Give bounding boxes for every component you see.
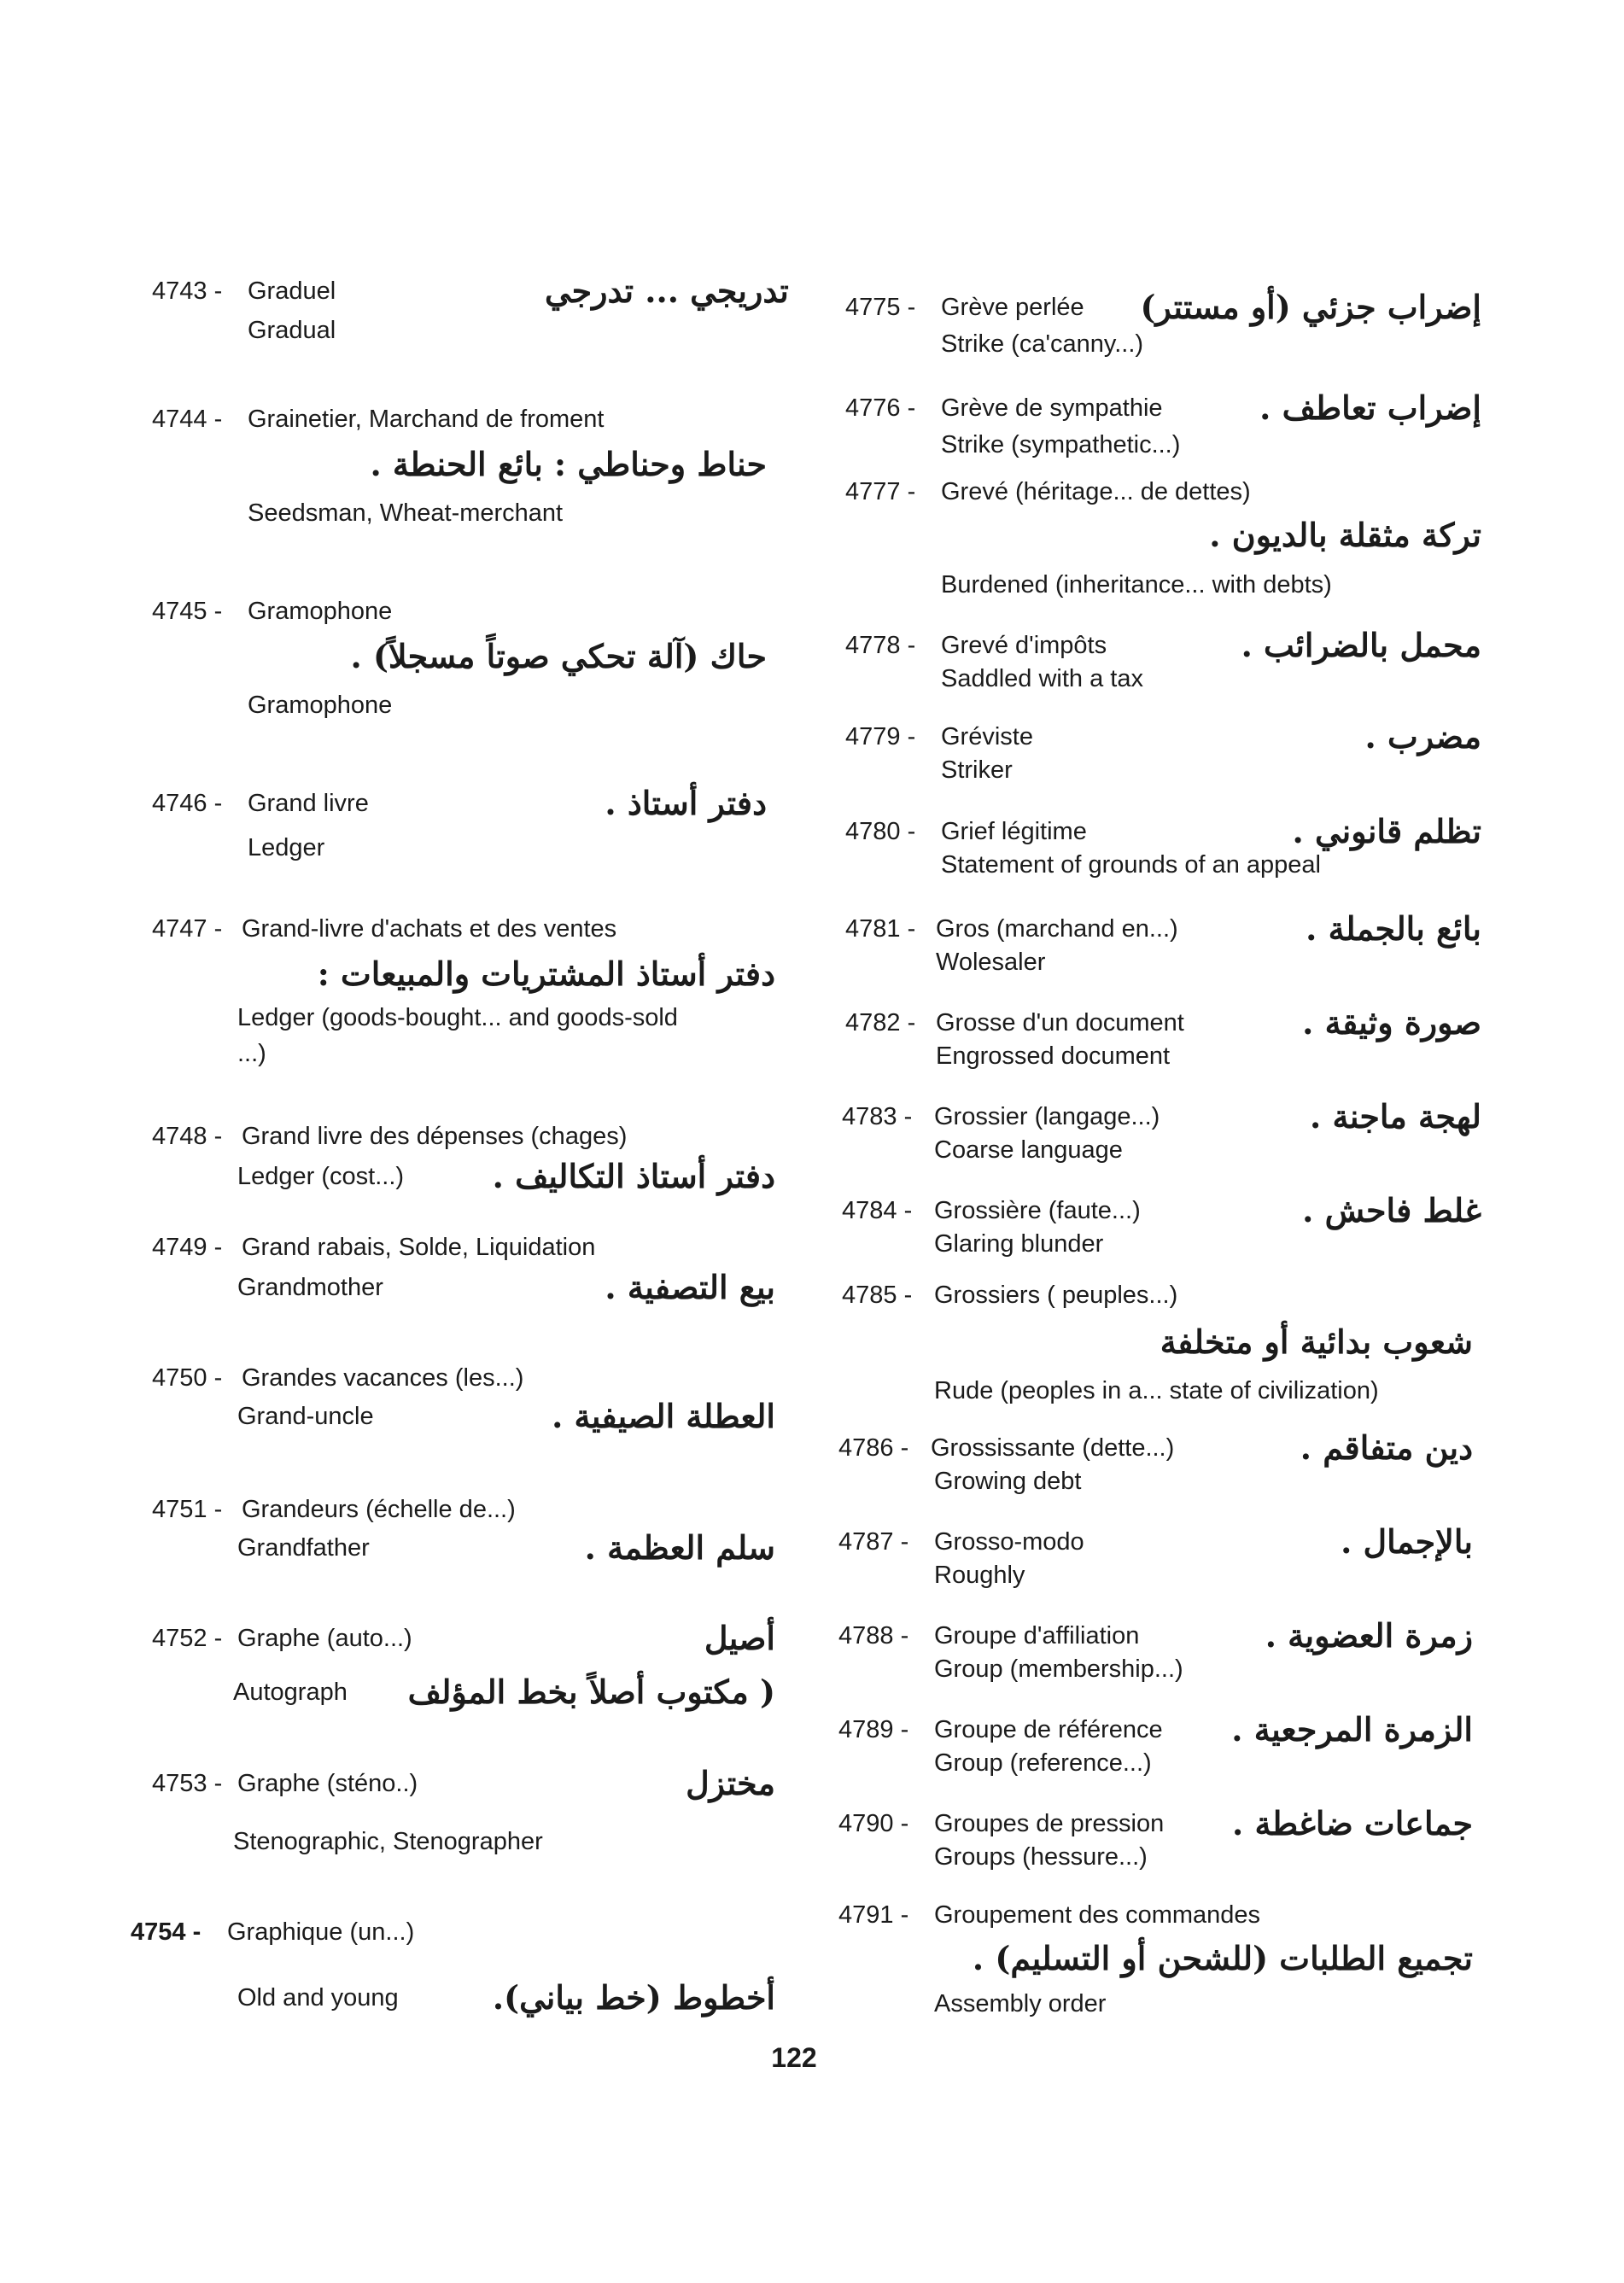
english-term: Wolesaler	[936, 949, 1046, 976]
french-term: Grossiers ( peuples...)	[934, 1282, 1178, 1309]
english-term: Ledger (cost...)	[237, 1163, 405, 1190]
arabic-term: تظلم قانوني .	[1292, 812, 1481, 850]
entry-number: 4749 -	[152, 1234, 223, 1261]
english-term: Grand-uncle	[237, 1403, 374, 1430]
arabic-term: بيع التصفية .	[605, 1268, 775, 1306]
entry-number: 4790 -	[838, 1810, 909, 1837]
english-term: Burdened (inheritance... with debts)	[941, 571, 1332, 598]
entry-number: 4775 -	[845, 294, 916, 321]
arabic-term: محمل بالضرائب .	[1241, 626, 1481, 664]
english-term: Gradual	[248, 317, 336, 344]
arabic-term: دفتر أستاذ التكاليف .	[492, 1157, 775, 1195]
french-term: Grandeurs (échelle de...)	[242, 1496, 516, 1523]
english-term: Autograph	[233, 1679, 348, 1706]
english-term: Ledger (goods-bought... and goods-sold	[237, 1004, 678, 1031]
french-term: Graphe (auto...)	[237, 1625, 412, 1652]
french-term: Groupe de référence	[934, 1716, 1163, 1743]
french-term: Groupement des commandes	[934, 1901, 1261, 1929]
arabic-term: الزمرة المرجعية .	[1231, 1710, 1473, 1749]
english-term: Coarse language	[934, 1136, 1123, 1164]
english-term: Roughly	[934, 1562, 1025, 1589]
entry-number: 4752 -	[152, 1625, 223, 1652]
page-number: 122	[771, 2042, 817, 2073]
english-term: Striker	[941, 756, 1013, 784]
arabic-term: دين متفاقم .	[1300, 1428, 1473, 1467]
french-term: Grevé d'impôts	[941, 632, 1107, 659]
english-term: Groups (hessure...)	[934, 1843, 1148, 1871]
entry-number: 4776 -	[845, 394, 916, 422]
english-term: Group (membership...)	[934, 1655, 1183, 1683]
english-term: Ledger	[248, 834, 325, 861]
arabic-term: شعوب بدائية أو متخلفة	[1160, 1323, 1473, 1361]
english-term: Statement of grounds of an appeal	[941, 851, 1321, 879]
french-term: Graphique (un...)	[227, 1918, 415, 1946]
english-term: Gramophone	[248, 692, 393, 719]
english-term: Grandmother	[237, 1274, 383, 1301]
french-term: Gréviste	[941, 723, 1033, 750]
french-term: Groupe d'affiliation	[934, 1622, 1140, 1649]
french-term: Grosso-modo	[934, 1528, 1084, 1556]
english-term: Group (reference...)	[934, 1749, 1152, 1777]
arabic-term: دفتر أستاذ المشتريات والمبيعات :	[317, 955, 775, 993]
entry-number: 4748 -	[152, 1123, 223, 1150]
french-term: Grossière (faute...)	[934, 1197, 1141, 1224]
arabic-term: لهجة ماجنة .	[1310, 1097, 1481, 1136]
entry-number: 4783 -	[842, 1103, 913, 1130]
french-term: Grève perlée	[941, 294, 1084, 321]
arabic-term: سلم العظمة .	[584, 1528, 775, 1567]
entry-number: 4750 -	[152, 1364, 223, 1392]
arabic-term: إضراب تعاطف .	[1259, 388, 1481, 427]
arabic-term: أخطوط (خط بياني).	[492, 1978, 775, 2017]
english-term: Glaring blunder	[934, 1230, 1104, 1258]
arabic-term: زمرة العضوية .	[1265, 1616, 1473, 1655]
arabic-term: غلط فاحش .	[1302, 1191, 1481, 1229]
french-term: Grand livre des dépenses (chages)	[242, 1123, 628, 1150]
entry-number: 4781 -	[845, 915, 916, 943]
french-term: Graduel	[248, 277, 336, 305]
english-term: Old and young	[237, 1984, 399, 2011]
french-term: Gramophone	[248, 598, 393, 625]
entry-number: 4778 -	[845, 632, 916, 659]
entry-number: 4747 -	[152, 915, 223, 943]
entry-number: 4791 -	[838, 1901, 909, 1929]
french-term: Grand rabais, Solde, Liquidation	[242, 1234, 596, 1261]
arabic-term-continued: ( مكتوب أصلاً بخط المؤلف	[407, 1673, 775, 1711]
english-term: Engrossed document	[936, 1042, 1171, 1070]
english-term: Grandfather	[237, 1534, 370, 1562]
arabic-term: حناط وحناطي : بائع الحنطة .	[370, 445, 767, 483]
arabic-term: دفتر أستاذ .	[605, 784, 767, 822]
french-term: Groupes de pression	[934, 1810, 1165, 1837]
arabic-term: جماعات ضاغطة .	[1231, 1804, 1473, 1842]
french-term: Grossissante (dette...)	[931, 1434, 1175, 1462]
arabic-term: أصيل	[704, 1619, 775, 1657]
english-term: Growing debt	[934, 1468, 1082, 1495]
entry-number: 4743 -	[152, 277, 223, 305]
english-term-continued: ...)	[237, 1040, 266, 1067]
entry-number: 4786 -	[838, 1434, 909, 1462]
arabic-term: تدريجي ... تدرجي	[545, 272, 789, 310]
entry-number: 4753 -	[152, 1770, 223, 1797]
entry-number: 4744 -	[152, 406, 223, 433]
entry-number: 4779 -	[845, 723, 916, 750]
arabic-term: تجميع الطلبات (للشحن أو التسليم) .	[972, 1939, 1473, 1977]
entry-number: 4787 -	[838, 1528, 909, 1556]
french-term: Grevé (héritage... de dettes)	[941, 478, 1251, 505]
english-term: Saddled with a tax	[941, 665, 1143, 692]
entry-number: 4784 -	[842, 1197, 913, 1224]
arabic-term: إضراب جزئي (أو مستتر)	[1140, 288, 1481, 326]
arabic-term: بالإجمال .	[1341, 1522, 1473, 1561]
entry-number: 4780 -	[845, 818, 916, 845]
french-term: Grossier (langage...)	[934, 1103, 1160, 1130]
french-term: Grosse d'un document	[936, 1009, 1184, 1036]
entry-number: 4782 -	[845, 1009, 916, 1036]
english-term: Rude (peoples in a... state of civilization)	[934, 1377, 1379, 1404]
entry-number: 4788 -	[838, 1622, 909, 1649]
arabic-term: مضرب .	[1364, 717, 1481, 756]
french-term: Grand livre	[248, 790, 369, 817]
arabic-term: صورة وثيقة .	[1302, 1003, 1481, 1042]
arabic-term: حاك (آلة تحكي صوتاً مسجلاً) .	[350, 637, 767, 675]
french-term: Grainetier, Marchand de froment	[248, 406, 605, 433]
french-term: Grandes vacances (les...)	[242, 1364, 524, 1392]
french-term: Graphe (sténo..)	[237, 1770, 418, 1797]
entry-number: 4745 -	[152, 598, 223, 625]
entry-number: 4751 -	[152, 1496, 223, 1523]
french-term: Gros (marchand en...)	[936, 915, 1178, 943]
entry-number: 4785 -	[842, 1282, 913, 1309]
english-term: Assembly order	[934, 1990, 1107, 2017]
entry-number: 4777 -	[845, 478, 916, 505]
french-term: Grief légitime	[941, 818, 1087, 845]
arabic-term: تركة مثقلة بالديون .	[1209, 516, 1481, 554]
arabic-term: مختزل	[686, 1764, 775, 1802]
english-term: Stenographic, Stenographer	[233, 1828, 543, 1855]
english-term: Strike (ca'canny...)	[941, 330, 1144, 358]
english-term: Strike (sympathetic...)	[941, 431, 1181, 458]
entry-number: 4746 -	[152, 790, 223, 817]
arabic-term: بائع بالجملة .	[1306, 909, 1481, 948]
entry-number: 4754 -	[131, 1918, 202, 1946]
entry-number: 4789 -	[838, 1716, 909, 1743]
english-term: Seedsman, Wheat-merchant	[248, 499, 564, 527]
arabic-term: العطلة الصيفية .	[552, 1397, 775, 1435]
french-term: Grève de sympathie	[941, 394, 1163, 422]
french-term: Grand-livre d'achats et des ventes	[242, 915, 617, 943]
